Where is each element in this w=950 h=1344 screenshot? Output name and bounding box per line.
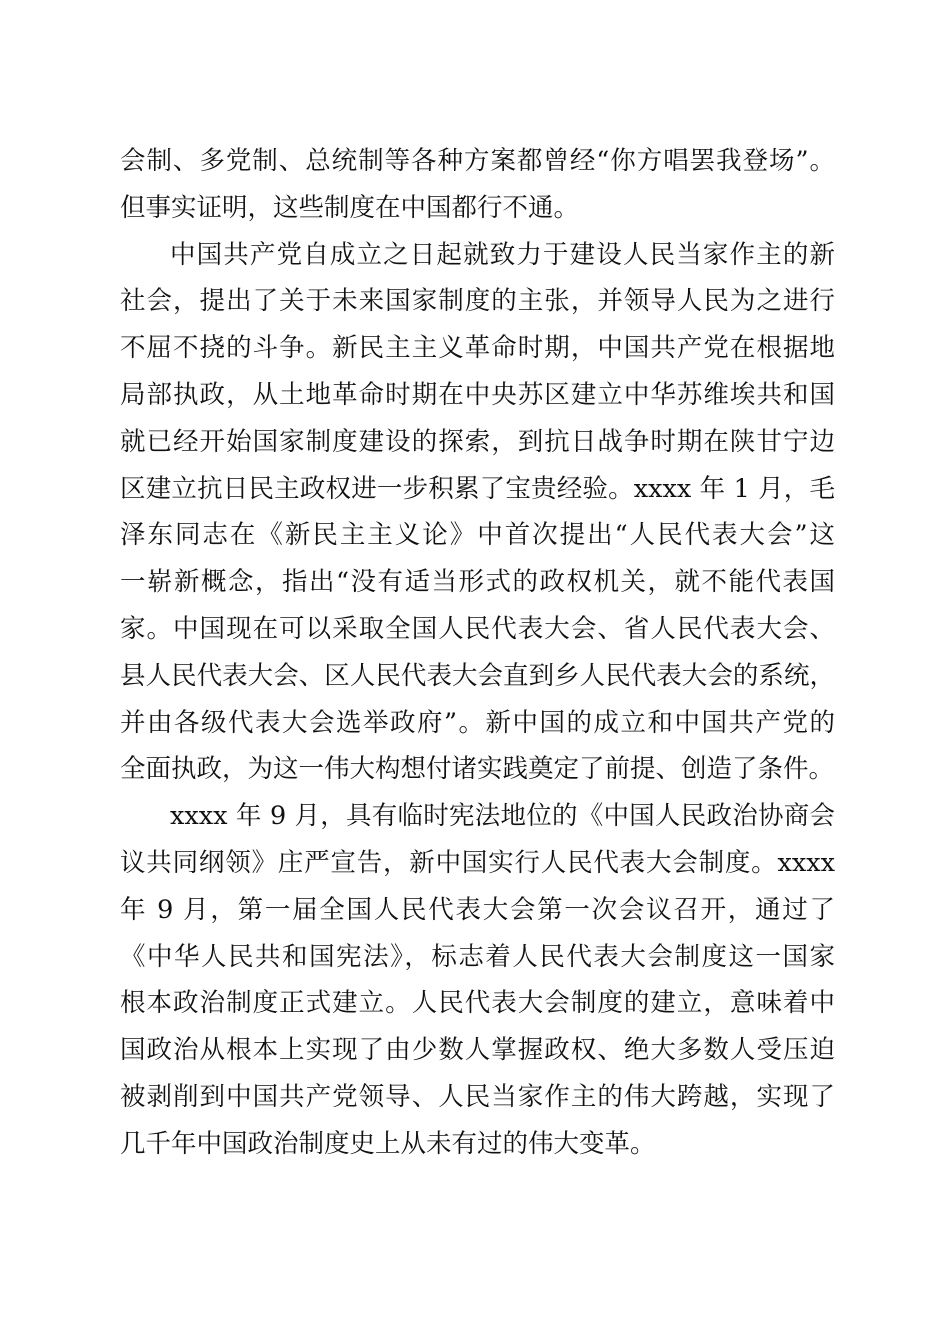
text-line: 并由各级代表大会选举政府”。新中国的成立和中国共产党的 [120, 707, 835, 738]
text-line: 区建立抗日民主政权进一步积累了宝贵经验。xxxx 年 1 月，毛 [120, 473, 835, 504]
text-line: 家。中国现在可以采取全国人民代表大会、省人民代表大会、 [120, 613, 835, 644]
text-line: 《中华人民共和国宪法》，标志着人民代表大会制度这一国家 [120, 941, 835, 972]
text-line: 国政治从根本上实现了由少数人掌握政权、绝大多数人受压迫 [120, 1035, 835, 1066]
text-line: 全面执政，为这一伟大构想付诸实践奠定了前提、创造了条件。 [120, 754, 835, 785]
text-line: 泽东同志在《新民主主义论》中首次提出“人民代表大会”这 [120, 520, 835, 551]
text-line: 就已经开始国家制度建设的探索，到抗日战争时期在陕甘宁边 [120, 426, 835, 457]
text-line: 会制、多党制、总统制等各种方案都曾经“你方唱罢我登场”。 [120, 146, 835, 176]
text-line: 被剥削到中国共产党领导、人民当家作主的伟大跨越，实现了 [120, 1081, 835, 1112]
text-line: 县人民代表大会、区人民代表大会直到乡人民代表大会的系统， [120, 660, 835, 691]
body-text [120, 138, 835, 1168]
text-line: 年 9 月，第一届全国人民代表大会第一次会议召开，通过了 [120, 894, 835, 925]
text-line: 议共同纲领》庄严宣告，新中国实行人民代表大会制度。xxxx [120, 847, 835, 878]
text-line: 中国共产党自成立之日起就致力于建设人民当家作主的新 [170, 239, 835, 270]
text-line: 不屈不挠的斗争。新民主主义革命时期，中国共产党在根据地 [120, 333, 835, 364]
text-line: 几千年中国政治制度史上从未有过的伟大变革。 [120, 1128, 656, 1159]
text-line: 局部执政，从土地革命时期在中央苏区建立中华苏维埃共和国 [120, 379, 835, 410]
text-line: 根本政治制度正式建立。人民代表大会制度的建立，意味着中 [120, 988, 835, 1019]
text-line: xxxx 年 9 月，具有临时宪法地位的《中国人民政治协商会 [170, 801, 835, 832]
text-line: 社会，提出了关于未来国家制度的主张，并领导人民为之进行 [120, 286, 835, 317]
text-line: 但事实证明，这些制度在中国都行不通。 [120, 192, 580, 223]
text-line: 一崭新概念，指出“没有适当形式的政权机关，就不能代表国 [120, 567, 835, 598]
